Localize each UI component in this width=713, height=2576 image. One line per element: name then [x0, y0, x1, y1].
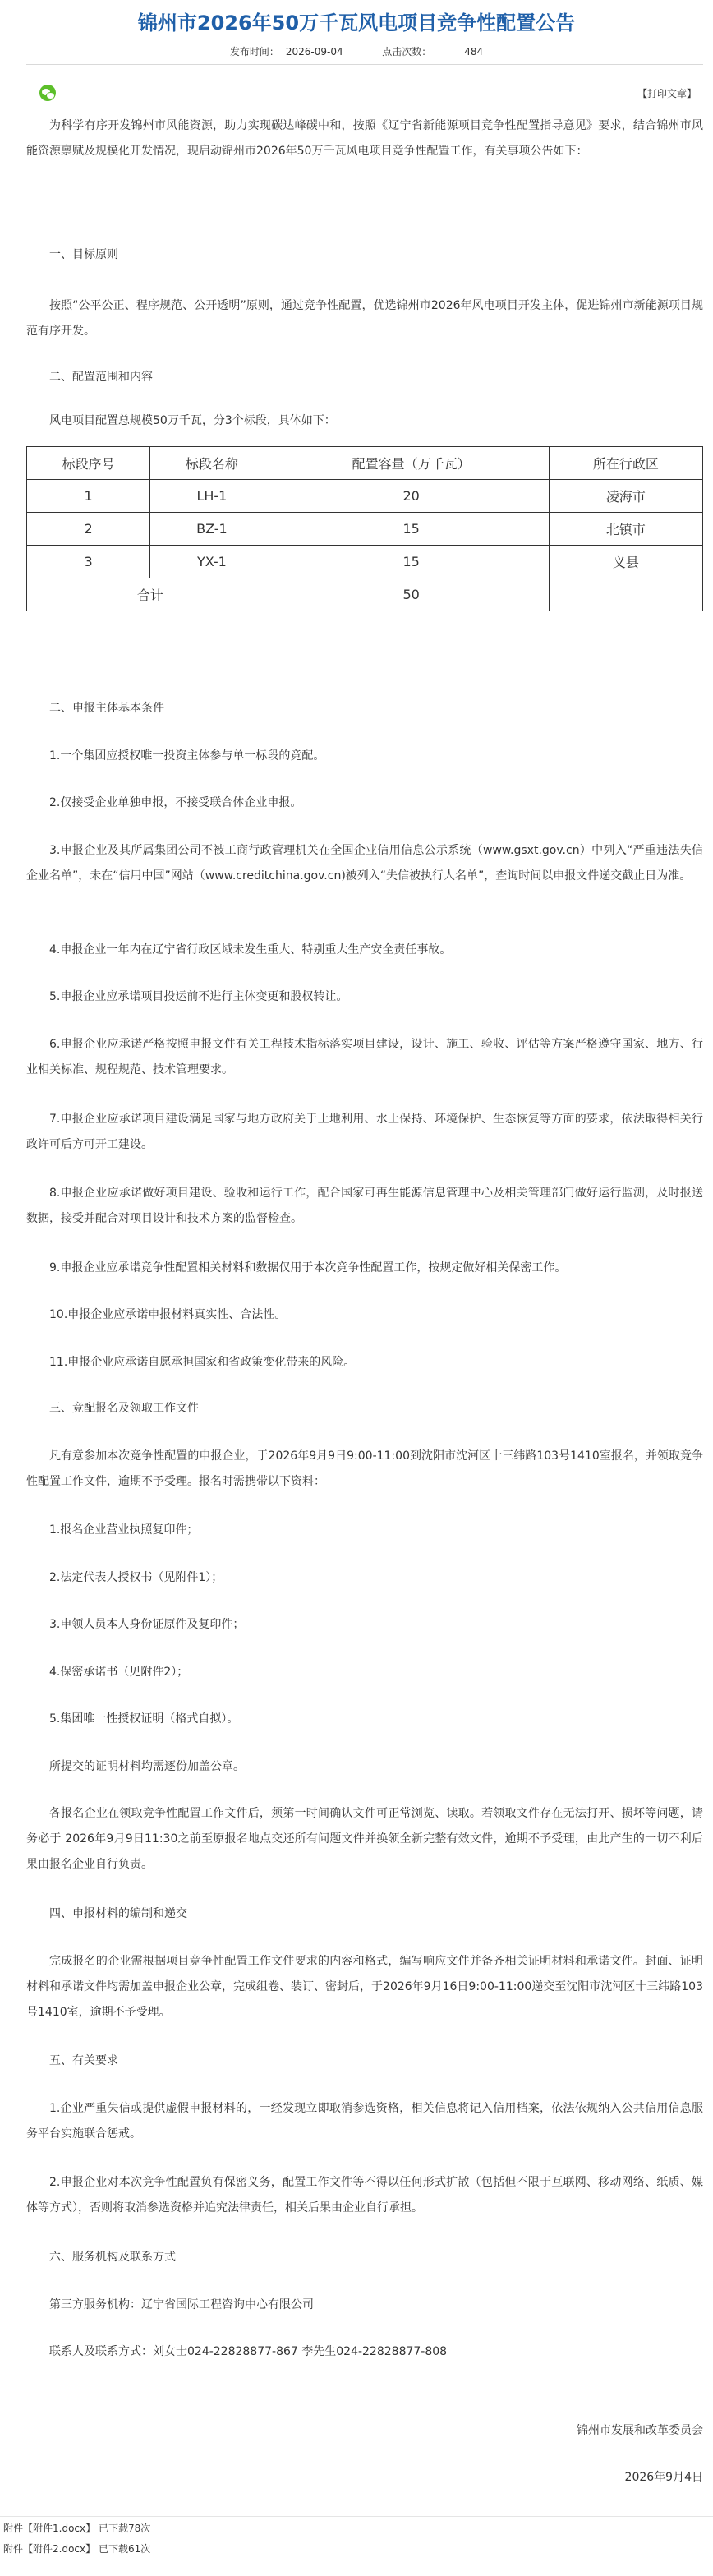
section-heading: 三、竞配报名及领取工作文件 — [49, 1402, 199, 1415]
table-total-row — [27, 578, 703, 611]
article-meta — [0, 44, 713, 58]
list-item: 1.一个集团应授权唯一投资主体参与单一标段的竞配。 — [49, 749, 325, 763]
paragraph: 完成报名的企业需根据项目竞争性配置工作文件要求的内容和格式，编写响应文件并备齐相关证明材料和承诺文件。封面、证明材料和承诺文件均需加盖申报企业公章，完成组卷、装订、密封后，于2026年9月16日9:00-11:00递交至沈阳市沈河区十三纬路103号1410室，逾期不予受理。 — [26, 1955, 703, 2019]
list-item: 2.仅接受企业单独申报，不接受联合体企业申报。 — [49, 796, 302, 809]
table-cell: 15 — [274, 513, 549, 546]
paragraph: 风电项目配置总规模50万千瓦，分3个标段，具体如下： — [49, 414, 336, 427]
intro-paragraph: 为科学有序开发锦州市风能资源，助力实现碳达峰碳中和，按照《辽宁省新能源项目竞争性配置指导意见》要求，结合锦州市风能资源禀赋及规模化开发情况，现启动锦州市2026年50万千瓦风电项目竞争性配置工作，有关事项公告如下： — [26, 119, 703, 158]
table-header: 配置容量（万千瓦） — [274, 447, 549, 480]
list-item: 5.集团唯一性授权证明（格式自拟）。 — [49, 1712, 239, 1726]
signature-org: 锦州市发展和改革委员会 — [577, 2424, 703, 2437]
table-cell: LH-1 — [150, 480, 274, 513]
table-cell: 北镇市 — [549, 513, 702, 546]
attachment-link[interactable]: 【附件1.docx】 — [23, 2523, 96, 2534]
views-label: 点击次数： — [382, 46, 432, 58]
list-item: 11.申报企业应承诺自愿承担国家和省政策变化带来的风险。 — [49, 1356, 356, 1369]
lot-table — [26, 446, 703, 611]
section-heading: 六、服务机构及联系方式 — [49, 2251, 176, 2264]
table-header: 标段名称 — [150, 447, 274, 480]
paragraph: 联系人及联系方式：刘女士024-22828877-867 李先生024-22828877-808 — [49, 2345, 448, 2358]
download-count: 已下载78次 — [98, 2523, 151, 2534]
paragraph: 各报名企业在领取竞争性配置工作文件后，须第一时间确认文件可正常浏览、读取。若领取文件存在无法打开、损坏等问题，请务必于 2026年9月9日11:30之前至原报名地点交还所有问题文件并换领全新完整有效文件，逾期不予受理，由此产生的一切不利后果由报名企业自行负责。 — [26, 1807, 703, 1871]
table-cell — [549, 578, 702, 611]
page-title: 锦州市2026年50万千瓦风电项目竞争性配置公告 — [137, 12, 576, 35]
attachment-item — [3, 2521, 150, 2535]
list-item: 2.法定代表人授权书（见附件1）； — [49, 1571, 223, 1584]
attachment-prefix: 附件 — [3, 2523, 24, 2534]
views-count: 484 — [464, 46, 484, 58]
table-cell: 1 — [27, 480, 150, 513]
section-heading: 二、申报主体基本条件 — [49, 702, 164, 715]
list-item: 4.保密承诺书（见附件2）； — [49, 1666, 189, 1679]
table-header-row — [27, 447, 703, 480]
table-cell: 15 — [274, 546, 549, 578]
section-heading: 二、配置范围和内容 — [49, 371, 153, 384]
signature-date: 2026年9月4日 — [624, 2471, 703, 2484]
list-item: 10.申报企业应承诺申报材料真实性、合法性。 — [49, 1308, 287, 1321]
table-cell: 凌海市 — [549, 480, 702, 513]
total-label: 合计 — [27, 578, 274, 611]
wechat-share-icon[interactable] — [39, 85, 56, 101]
list-item: 6.申报企业应承诺严格按照申报文件有关工程技术指标落实项目建设，设计、施工、验收、评估等方案严格遵守国家、地方、行业相关标准、规程规范、技术管理要求。 — [26, 1038, 703, 1076]
section-heading: 一、目标原则 — [49, 248, 118, 261]
list-item: 3.申报企业及其所属集团公司不被工商行政管理机关在全国企业信用信息公示系统（www.gsxt.gov.cn）中列入“严重违法失信企业名单”，未在“信用中国”网站（www.creditchina.gov.cn)被列入“失信被执行人名单”，查询时间以申报文件递交截止日为准。 — [26, 844, 703, 882]
list-item: 7.申报企业应承诺项目建设满足国家与地方政府关于土地利用、水土保持、环境保护、生态恢复等方面的要求，依法取得相关行政许可后方可开工建设。 — [26, 1113, 703, 1151]
print-button[interactable]: 【打印文章】 — [637, 88, 697, 99]
table-header: 标段序号 — [27, 447, 150, 480]
section-heading: 五、有关要求 — [49, 2054, 118, 2067]
paragraph: 按照“公平公正、程序规范、公开透明”原则，通过竞争性配置，优选锦州市2026年风电项目开发主体，促进锦州市新能源项目规范有序开发。 — [26, 299, 703, 338]
list-item: 5.申报企业应承诺项目投运前不进行主体变更和股权转让。 — [49, 990, 348, 1003]
paragraph: 所提交的证明材料均需逐份加盖公章。 — [49, 1760, 245, 1773]
table-cell: 2 — [27, 513, 150, 546]
list-item: 4.申报企业一年内在辽宁省行政区域未发生重大、特别重大生产安全责任事故。 — [49, 943, 452, 956]
paragraph: 第三方服务机构：辽宁省国际工程咨询中心有限公司 — [49, 2298, 314, 2311]
attachment-link[interactable]: 【附件2.docx】 — [23, 2543, 96, 2555]
paragraph: 凡有意参加本次竞争性配置的申报企业，于2026年9月9日9:00-11:00到沈阳市沈河区十三纬路103号1410室报名，并领取竞争性配置工作文件，逾期不予受理。报名时需携带以下资料： — [26, 1449, 703, 1488]
table-row — [27, 513, 703, 546]
toolbar — [26, 82, 703, 104]
table-cell: 3 — [27, 546, 150, 578]
attachment-prefix: 附件 — [3, 2543, 24, 2555]
publish-date: 2026-09-04 — [285, 46, 343, 58]
total-value: 50 — [274, 578, 549, 611]
list-item: 1.报名企业营业执照复印件； — [49, 1523, 199, 1537]
header-divider — [26, 64, 703, 65]
table-cell: 20 — [274, 480, 549, 513]
publish-label: 发布时间： — [229, 46, 279, 58]
list-item: 2.申报企业对本次竞争性配置负有保密义务，配置工作文件等不得以任何形式扩散（包括但不限于互联网、移动网络、纸质、媒体等方式），否则将取消参选资格并追究法律责任，相关后果由企业自行承担。 — [26, 2176, 703, 2214]
attachment-item — [3, 2541, 150, 2555]
table-cell: 义县 — [549, 546, 702, 578]
footer-divider — [0, 2516, 713, 2517]
list-item: 1.企业严重失信或提供虚假申报材料的，一经发现立即取消参选资格，相关信息将记入信用档案，依法依规纳入公共信用信息服务平台实施联合惩戒。 — [26, 2102, 703, 2141]
list-item: 8.申报企业应承诺做好项目建设、验收和运行工作，配合国家可再生能源信息管理中心及相关管理部门做好运行监测，及时报送数据，接受并配合对项目设计和技术方案的监督检查。 — [26, 1187, 703, 1225]
section-heading: 四、申报材料的编制和递交 — [49, 1907, 187, 1920]
download-count: 已下载61次 — [98, 2543, 151, 2555]
table-row — [27, 480, 703, 513]
table-header: 所在行政区 — [549, 447, 702, 480]
table-row — [27, 546, 703, 578]
list-item: 3.申领人员本人身份证原件及复印件； — [49, 1618, 245, 1631]
list-item: 9.申报企业应承诺竞争性配置相关材料和数据仅用于本次竞争性配置工作，按规定做好相关保密工作。 — [49, 1261, 567, 1274]
table-cell: YX-1 — [150, 546, 274, 578]
table-cell: BZ-1 — [150, 513, 274, 546]
